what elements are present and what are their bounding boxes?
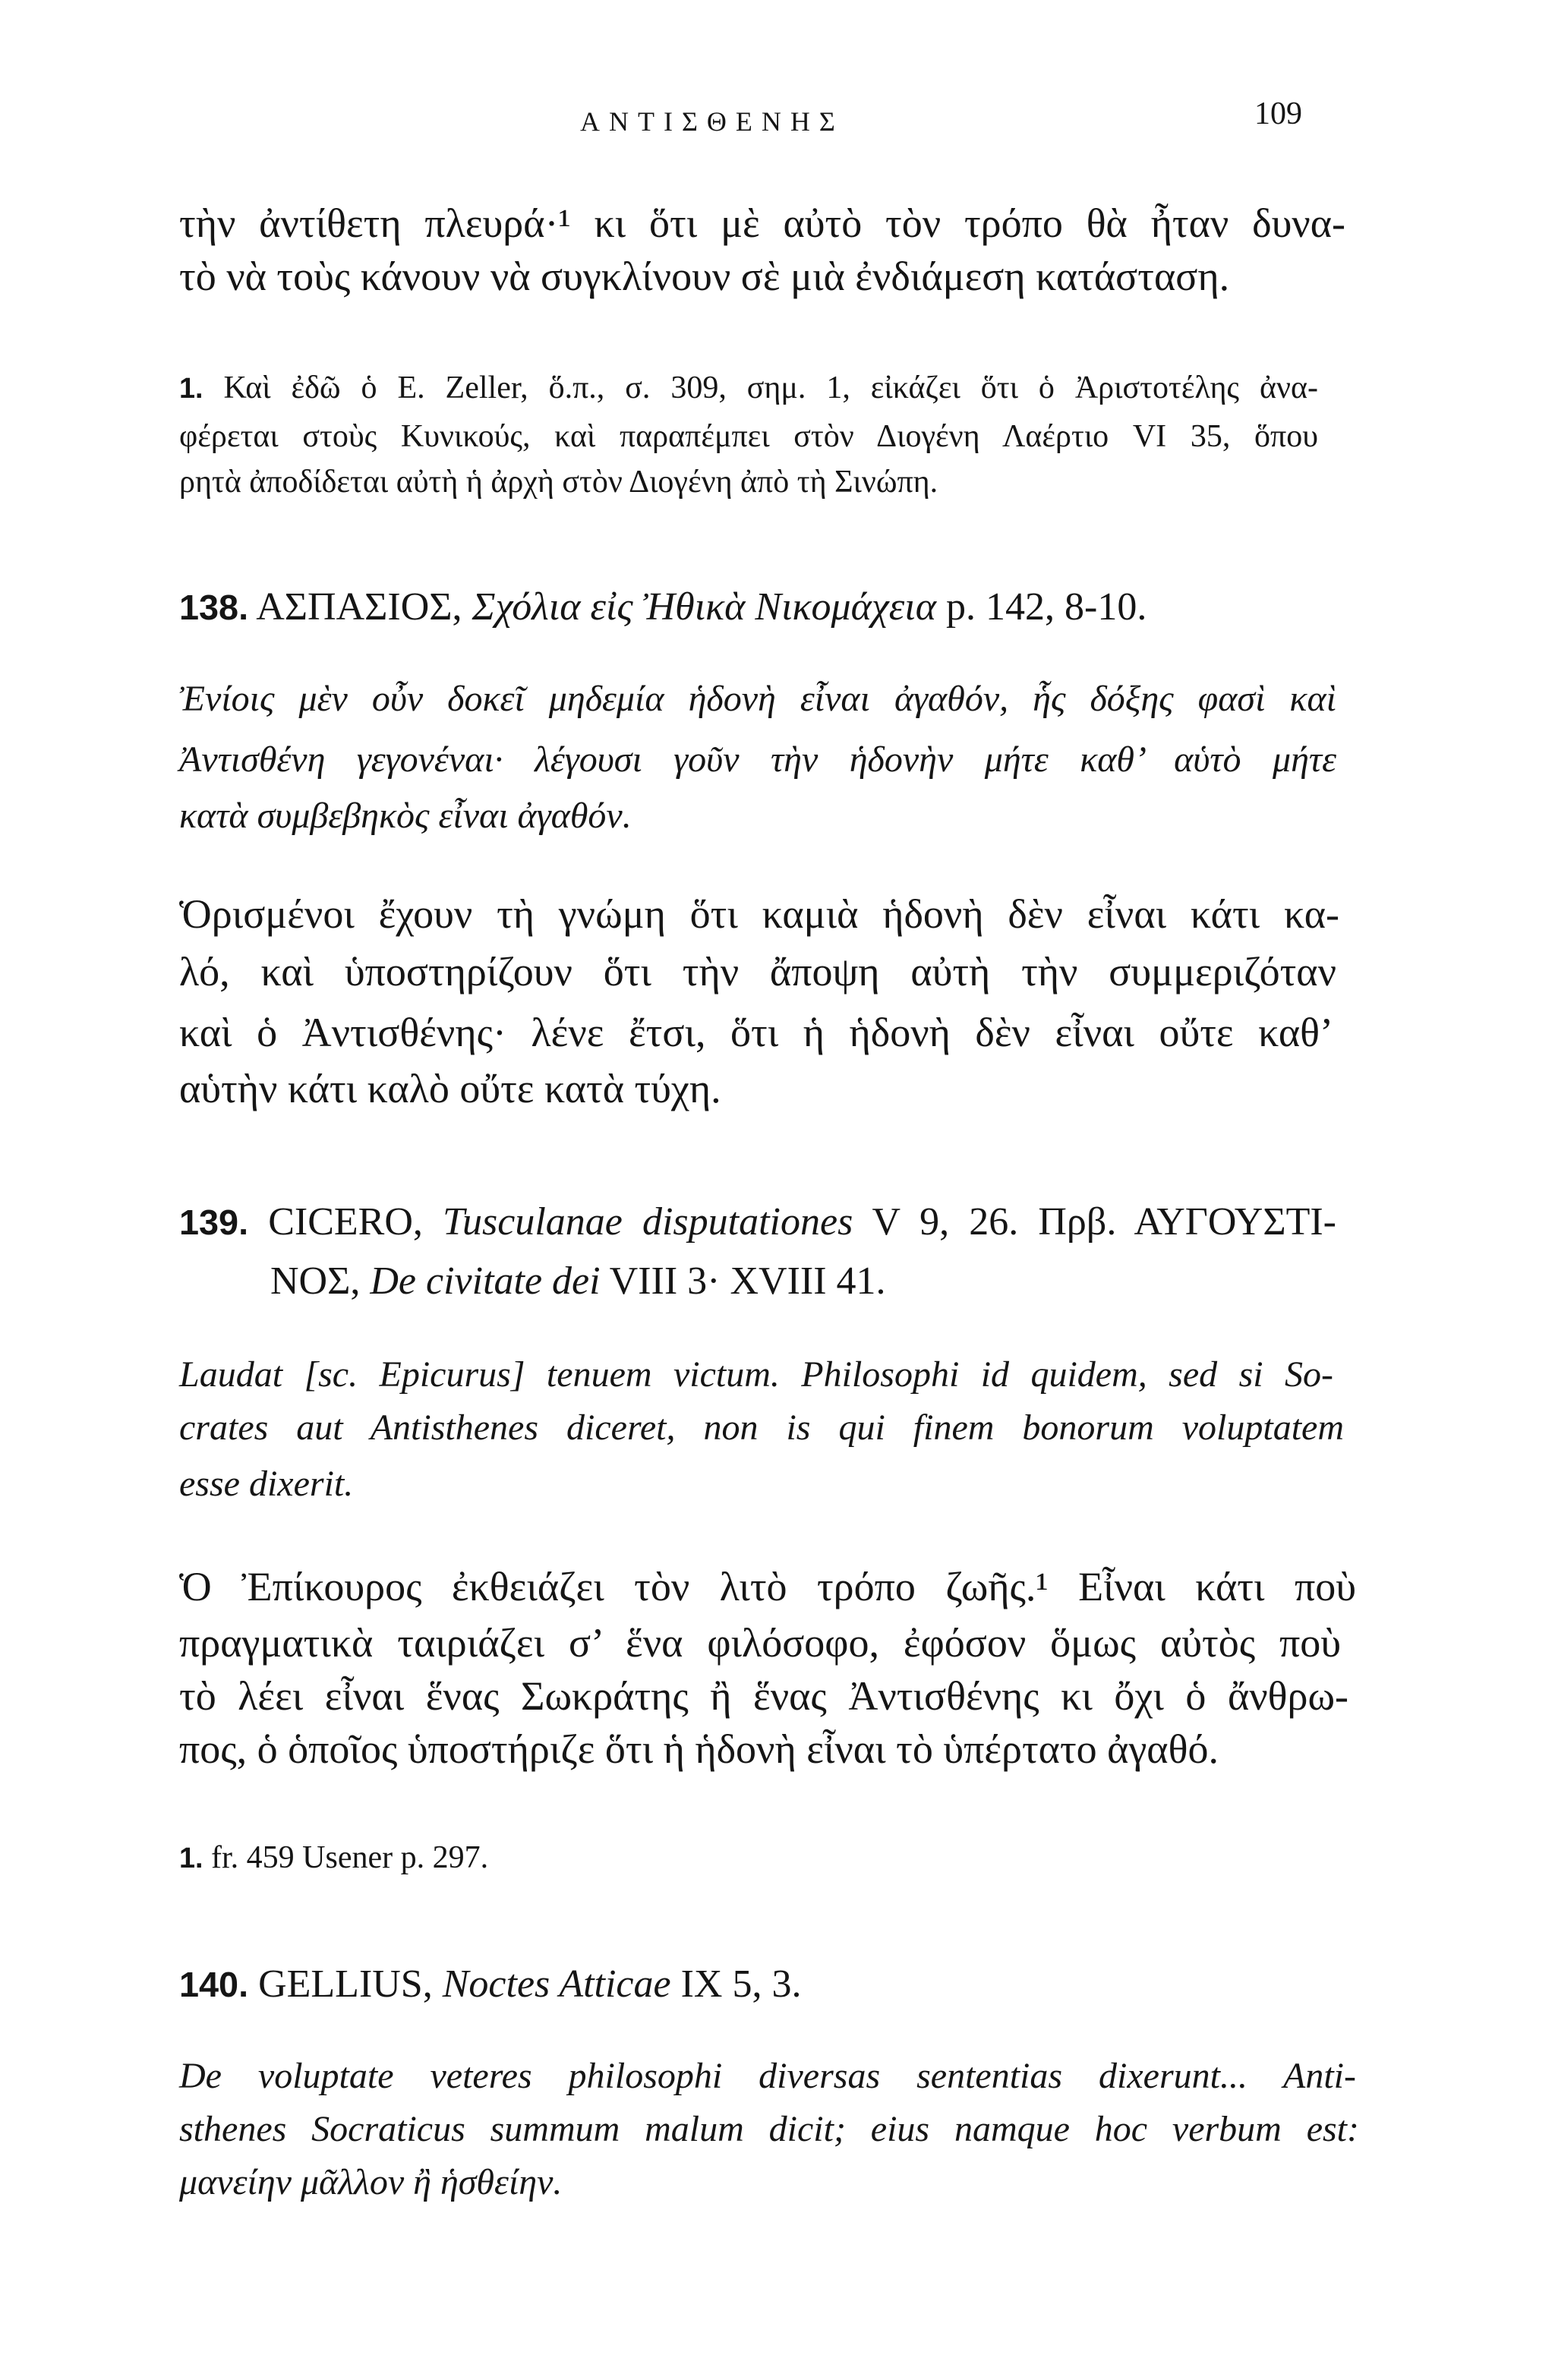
footnote-text: fr. 459 Usener p. 297. [203,1840,489,1875]
translation-line: αὑτὴν κάτι καλὸ οὔτε κατὰ τύχη. [179,1066,721,1111]
translation-line: Ὁρισμένοι ἔχουν τὴ γνώμη ὅτι καμιὰ ἡδονὴ δὲν εἶναι κάτι κα- [179,891,1339,937]
translation-line: τὸ λέει εἶναι ἕνας Σωκράτης ἢ ἕνας Ἀντισθένης κι ὄχι ὁ ἄνθρω- [179,1673,1348,1719]
footnote-line [179,1836,1318,1880]
source-text-line: esse dixerit. [179,1464,354,1504]
fragment-work-title: De civitate dei [370,1259,601,1303]
fragment-reference: p. 142, 8-10. [936,585,1147,629]
fragment-heading [179,582,1336,633]
footnote-marker: 1. [179,373,203,405]
fragment-author: ΝΟΣ, [270,1259,371,1303]
source-text-line: crates aut Antisthenes diceret, non is qui finem bonorum voluptatem [179,1408,1344,1448]
source-text-line: De voluptate veteres philosophi diversas sententias dixerunt... Anti- [179,2056,1356,2096]
fragment-heading-continuation [270,1256,1427,1307]
translation-line: λό, καὶ ὑποστηρίζουν ὅτι τὴν ἄποψη αὐτὴ τὴν συμμεριζόταν [179,949,1336,995]
fragment-heading [179,1959,1336,2010]
fragment-work-title: Σχόλια εἰς Ἠθικὰ Νικομάχεια [472,585,937,629]
text-line: τὸ νὰ τοὺς κάνουν νὰ συγκλίνουν σὲ μιὰ ἐνδιάμεση κατάσταση. [179,254,1230,299]
translation-line: καὶ ὁ Ἀντισθένης· λένε ἔτσι, ὅτι ἡ ἡδονὴ δὲν εἶναι οὔτε καθ’ [179,1010,1333,1055]
footnote-line: ρητὰ ἀποδίδεται αὐτὴ ἡ ἀρχὴ στὸν Διογένη ἀπὸ τὴ Σινώπη. [179,465,938,500]
translation-line: πος, ὁ ὁποῖος ὑποστήριζε ὅτι ἡ ἡδονὴ εἶναι τὸ ὑπέρτατο ἀγαθό. [179,1726,1219,1772]
source-text-line: μανείην μᾶλλον ἢ ἡσθείην. [179,2162,563,2202]
page-number: 109 [1254,96,1302,131]
source-text-line: Ἐνίοις μὲν οὖν δοκεῖ μηδεμία ἡδονὴ εἶναι ἀγαθόν, ἧς δόξης φασὶ καὶ [179,679,1336,719]
fragment-number: 139. [179,1203,249,1242]
text-line: τὴν ἀντίθετη πλευρά·¹ κι ὅτι μὲ αὐτὸ τὸν τρόπο θὰ ἦταν δυνα- [179,200,1345,246]
footnote-line: φέρεται στοὺς Κυνικούς, καὶ παραπέμπει στὸν Διογένη Λαέρτιο VI 35, ὅπου [179,419,1318,454]
running-title: ΑΝΤΙΣΘΕΝΗΣ [580,106,844,137]
fragment-number: 138. [179,588,249,627]
translation-line: Ὁ Ἐπίκουρος ἐκθειάζει τὸν λιτὸ τρόπο ζωῆς.¹ Εἶναι κάτι ποὺ [179,1564,1356,1609]
fragment-author: ΑΣΠΑΣΙΟΣ, [248,585,472,629]
footnote-line [179,367,1318,410]
source-text-line: sthenes Socraticus summum malum dicit; eius namque hoc verbum est: [179,2109,1359,2149]
fragment-work-title: Noctes Atticae [442,1962,671,2006]
fragment-author: GELLIUS, [248,1962,443,2006]
source-text-line: Ἀντισθένη γεγονέναι· λέγουσι γοῦν τὴν ἡδονὴν μήτε καθ’ αὑτὸ μήτε [179,739,1336,780]
fragment-reference: VIII 3· XVIII 41. [600,1259,886,1303]
fragment-heading [179,1196,1336,1248]
fragment-reference: IX 5, 3. [670,1962,802,2006]
source-text-line: Laudat [sc. Epicurus] tenuem victum. Philosophi id quidem, sed si So- [179,1354,1333,1395]
fragment-reference: V 9, 26. Πρβ. ΑΥΓΟΥΣΤΙ- [853,1200,1336,1244]
footnote-text: Καὶ ἐδῶ ὁ E. Zeller, ὅ.π., σ. 309, σημ. 1, εἰκάζει ὅτι ὁ Ἀριστοτέλης ἀνα- [203,370,1318,405]
translation-line: πραγματικὰ ταιριάζει σ’ ἕνα φιλόσοφο, ἐφόσον ὅμως αὐτὸς ποὺ [179,1620,1341,1666]
source-text-line: κατὰ συμβεβηκὸς εἶναι ἀγαθόν. [179,796,632,836]
footnote-marker: 1. [179,1843,203,1874]
fragment-author: CICERO, [248,1200,443,1244]
fragment-number: 140. [179,1965,249,2004]
fragment-work-title: Tusculanae disputationes [442,1200,853,1244]
